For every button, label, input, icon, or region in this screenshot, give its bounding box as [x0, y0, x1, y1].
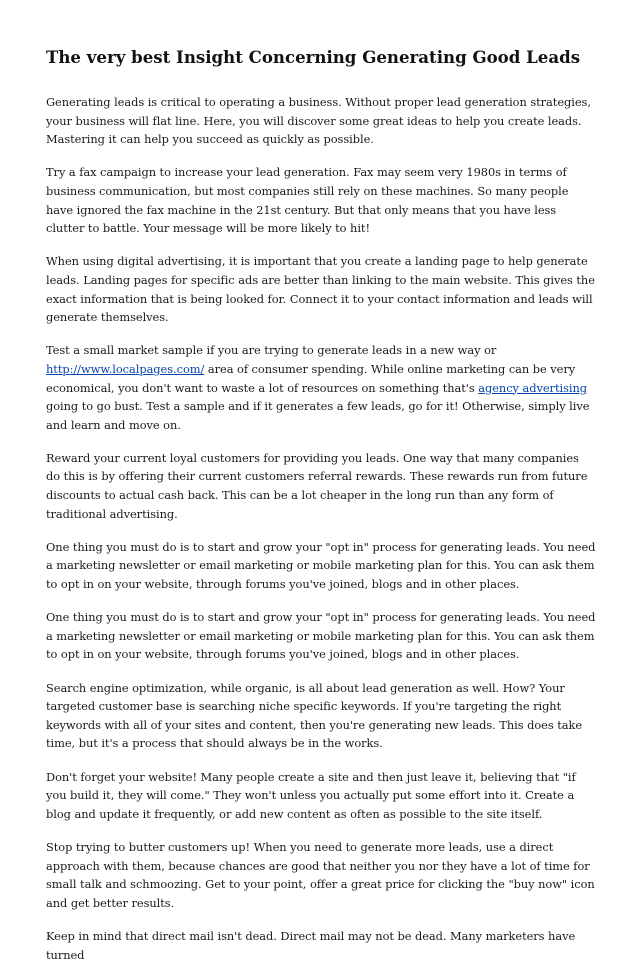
agency-advertising-link[interactable]: agency advertising	[478, 380, 587, 395]
paragraph-10: Stop trying to butter customers up! When you need to generate more leads, use a direct approach with them, because chances are good that neither you nor they have a lot of time for small talk and schmoozing. Get to your point, offer a great price for clicking the "buy now" icon and get better results.	[46, 839, 595, 910]
paragraph-4-text-middle: area of consumer spending. While online marketing can be very economical, you don't want to waste a lot of resources on something that's	[46, 361, 576, 395]
paragraph-2: Try a fax campaign to increase your lead generation. Fax may seem very 1980s in terms of business communication, but most companies still rely on these machines. So many people have ignored the fax machine in the 21st century. But that only means that you have less clutter to battle. Your message will be more likely to hit!	[46, 165, 569, 236]
paragraph-3: When using digital advertising, it is important that you create a landing page to help generate leads. Landing pages for specific ads are better than linking to the main website. This gives the exact information that is being looked for. Connect it to your contact information and leads will generate themselves.	[46, 254, 595, 325]
localpages-link[interactable]: http://www.localpages.com/	[46, 361, 205, 376]
paragraph-4-text-after: going to go bust. Test a sample and if it generates a few leads, go for it! Otherwise, simply live and learn and move on.	[46, 399, 590, 432]
paragraph-4-text-before: Test a small market sample if you are trying to generate leads in a new way or	[46, 343, 497, 358]
paragraph-8: Search engine optimization, while organic, is all about lead generation as well. How? Your targeted customer base is searching niche specific keywords. If you're targeting the right keywords with all of your sites and content, then you're generating new leads. This does take time, but it's a process that should always be in the works.	[46, 680, 583, 751]
paragraph-4	[46, 341, 596, 434]
paragraph-9: Don't forget your website! Many people create a site and then just leave it, believing that "if you build it, they will come." They won't unless you actually put some effort into it. Create a blog and update it frequently, or add new content as often as possible to the site itself.	[46, 769, 576, 821]
paragraph-7: One thing you must do is to start and grow your "opt in" process for generating leads. You need a marketing newsletter or email marketing or mobile marketing plan for this. You can ask them to opt in on your website, through forums you've joined, blogs and in other places.	[46, 610, 596, 662]
paragraph-5: Reward your current loyal customers for providing you leads. One way that many companies do this is by offering their current customers referral rewards. These rewards run from future discounts to actual cash back. This can be a lot cheaper in the long run than any form of traditional advertising.	[46, 450, 588, 521]
document-page	[46, 46, 596, 979]
paragraph-1: Generating leads is critical to operating a business. Without proper lead generation strategies, your business will flat line. Here, you will discover some great ideas to help you create leads. Mastering it can help you succeed as quickly as possible.	[46, 95, 591, 147]
article-title: The very best Insight Concerning Generating Good Leads	[46, 47, 581, 67]
paragraph-6: One thing you must do is to start and grow your "opt in" process for generating leads. You need a marketing newsletter or email marketing or mobile marketing plan for this. You can ask them to opt in on your website, through forums you've joined, blogs and in other places.	[46, 539, 596, 592]
paragraph-11: Keep in mind that direct mail isn't dead. Direct mail may not be dead. Many marketers have turned	[46, 928, 576, 962]
